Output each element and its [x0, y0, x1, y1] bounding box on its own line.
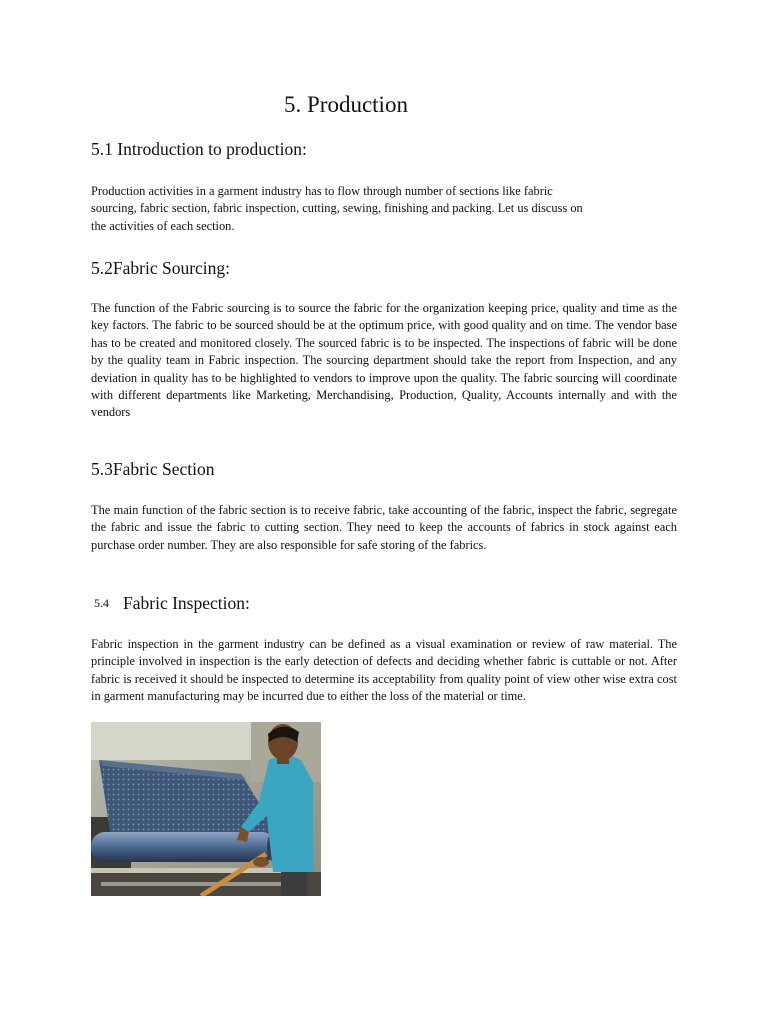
- section-number: 5.4: [94, 596, 109, 610]
- section-body-fabric-inspection: Fabric inspection in the garment industry can be defined as a visual examination or review of raw material. The principle involved in inspection is the early detection of defects and deciding whether fabric is cuttable or not. After fabric is received it should be inspected to determine its acceptability from quality point of view other wise extra cost in garment manufacturing may be incurred due to either the loss of the material or time.: [91, 637, 677, 704]
- section-body-intro: Production activities in a garment industry has to flow through number of sections like fabric sourcing, fabric section, fabric inspection, cutting, sewing, finishing and packing. Let us discuss on the activities of each section.: [91, 184, 583, 233]
- section-heading-fabric-section: 5.3Fabric Section: [91, 459, 215, 479]
- section-body-fabric-sourcing: The function of the Fabric sourcing is to source the fabric for the organization keeping price, quality and time as the key factors. The fabric to be sourced should be at the optimum price, with good quality and on time. The vendor base has to be created and monitored closely. The sourced fabric is to be inspected. The inspections of fabric will be done by the quality team in Fabric inspection. The sourcing department should take the report from Inspection, and any deviation in quality has to be highlighted to vendors to improve upon the quality. The fabric sourcing will coordinate with different departments like Marketing, Merchandising, Production, Quality, Accounts internally and with the vendors: [91, 301, 677, 420]
- section-heading-intro: 5.1 Introduction to production:: [91, 139, 307, 159]
- section-body-fabric-section: The main function of the fabric section is to receive fabric, take accounting of the fabric, inspect the fabric, segregate the fabric and issue the fabric to cutting section. They need to keep the accounts of fabrics in stock against each purchase order number. They are also responsible for safe storing of the fabrics.: [91, 503, 677, 552]
- page-title: 5. Production: [284, 92, 408, 117]
- section-heading-label: Fabric Inspection:: [123, 593, 250, 613]
- fabric-inspection-photo: [91, 722, 321, 896]
- section-heading-fabric-sourcing: 5.2Fabric Sourcing:: [91, 258, 231, 278]
- section-heading-fabric-inspection: [94, 592, 250, 614]
